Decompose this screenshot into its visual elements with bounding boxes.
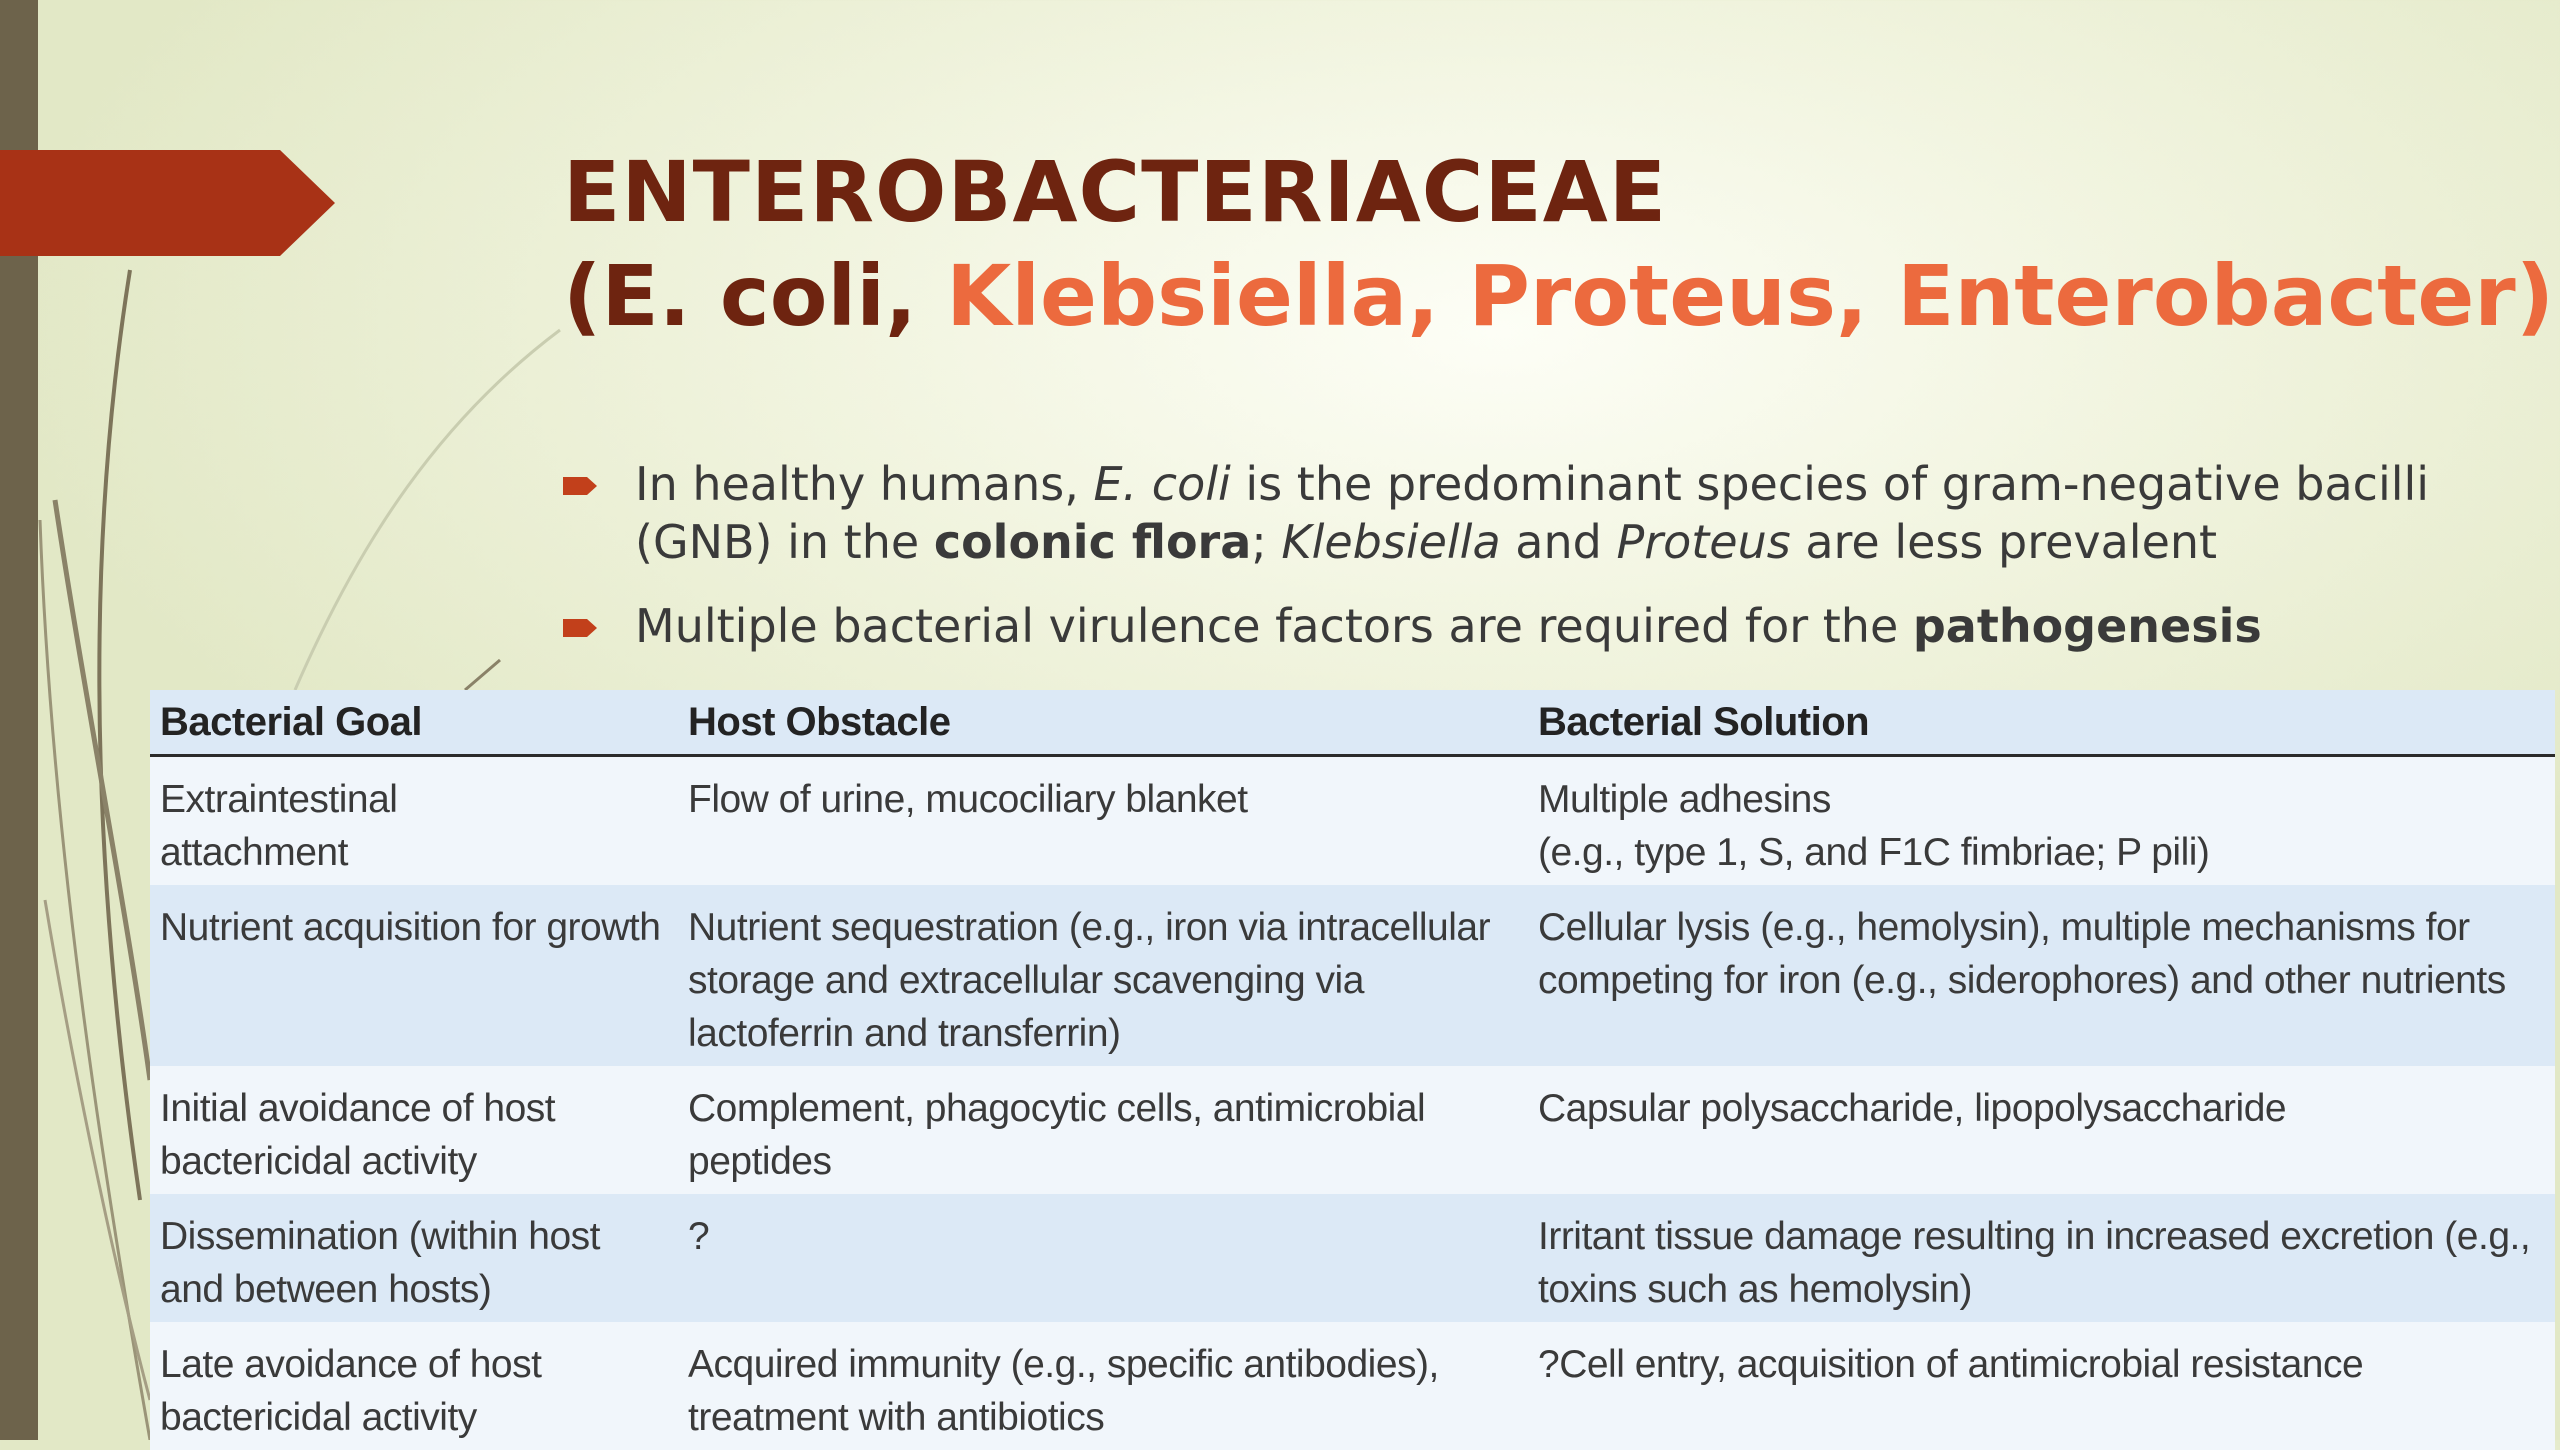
title-arrow-marker bbox=[0, 150, 335, 256]
table-cell: Complement, phagocytic cells, antimicrobial peptides bbox=[678, 1066, 1528, 1194]
table-cell: Extraintestinal attachment bbox=[150, 756, 678, 886]
table-row bbox=[150, 756, 2555, 886]
table-cell: Acquired immunity (e.g., specific antibodies), treatment with antibiotics bbox=[678, 1322, 1528, 1450]
bullet-text: In healthy humans, bbox=[635, 457, 1094, 511]
bullet-item bbox=[563, 455, 2443, 571]
bullet-text: is the predominant species of gram-negative bacilli (GNB) in the bbox=[635, 457, 2430, 569]
table-cell: ? bbox=[678, 1194, 1528, 1322]
arrow-bullet-icon bbox=[563, 475, 599, 497]
virulence-table-container bbox=[150, 690, 2555, 1450]
bullet-text: and bbox=[1500, 515, 1617, 569]
table-cell: Multiple adhesins (e.g., type 1, S, and F1C fimbriae; P pili) bbox=[1528, 756, 2555, 886]
header-bacterial-goal: Bacterial Goal bbox=[150, 690, 678, 756]
table-cell: Flow of urine, mucociliary blanket bbox=[678, 756, 1528, 886]
title-line-2 bbox=[563, 244, 2554, 348]
table-cell: Initial avoidance of host bactericidal activity bbox=[150, 1066, 678, 1194]
table-cell: Irritant tissue damage resulting in increased excretion (e.g., toxins such as hemolysin) bbox=[1528, 1194, 2555, 1322]
title-line-2-highlight: Klebsiella, Proteus, Enterobacter) bbox=[946, 247, 2555, 345]
table-cell: Capsular polysaccharide, lipopolysaccharide bbox=[1528, 1066, 2555, 1194]
bullet-bold: pathogenesis bbox=[1912, 599, 2262, 653]
table-cell: Dissemination (within host and between hosts) bbox=[150, 1194, 678, 1322]
header-bacterial-solution: Bacterial Solution bbox=[1528, 690, 2555, 756]
table-cell: Nutrient sequestration (e.g., iron via intracellular storage and extracellular scavenging via lactoferrin and transferrin) bbox=[678, 885, 1528, 1066]
title-line-2-dark: (E. coli, bbox=[563, 247, 947, 345]
table-row bbox=[150, 1066, 2555, 1194]
bullet-bold: colonic flora bbox=[933, 515, 1252, 569]
bullet-italic: Klebsiella bbox=[1281, 515, 1501, 569]
bullet-list bbox=[563, 455, 2443, 681]
slide-title bbox=[563, 140, 2554, 348]
bullet-text: Multiple bacterial virulence factors are required for the bbox=[635, 599, 1913, 653]
table-row bbox=[150, 1322, 2555, 1450]
table-cell: Late avoidance of host bactericidal activity bbox=[150, 1322, 678, 1450]
table-row bbox=[150, 885, 2555, 1066]
table-cell: ?Cell entry, acquisition of antimicrobial resistance bbox=[1528, 1322, 2555, 1450]
bullet-text: are less prevalent bbox=[1790, 515, 2218, 569]
table-cell: Cellular lysis (e.g., hemolysin), multiple mechanisms for competing for iron (e.g., siderophores) and other nutrients bbox=[1528, 885, 2555, 1066]
header-host-obstacle: Host Obstacle bbox=[678, 690, 1528, 756]
bullet-italic: Proteus bbox=[1616, 515, 1791, 569]
bullet-text: ; bbox=[1251, 515, 1282, 569]
table-header-row bbox=[150, 690, 2555, 756]
bullet-item bbox=[563, 597, 2443, 655]
arrow-bullet-icon bbox=[563, 617, 599, 639]
title-line-1: ENTEROBACTERIACEAE bbox=[563, 143, 1668, 241]
table-row bbox=[150, 1194, 2555, 1322]
bullet-italic: E. coli bbox=[1093, 457, 1231, 511]
virulence-table bbox=[150, 690, 2555, 1450]
table-cell: Nutrient acquisition for growth bbox=[150, 885, 678, 1066]
